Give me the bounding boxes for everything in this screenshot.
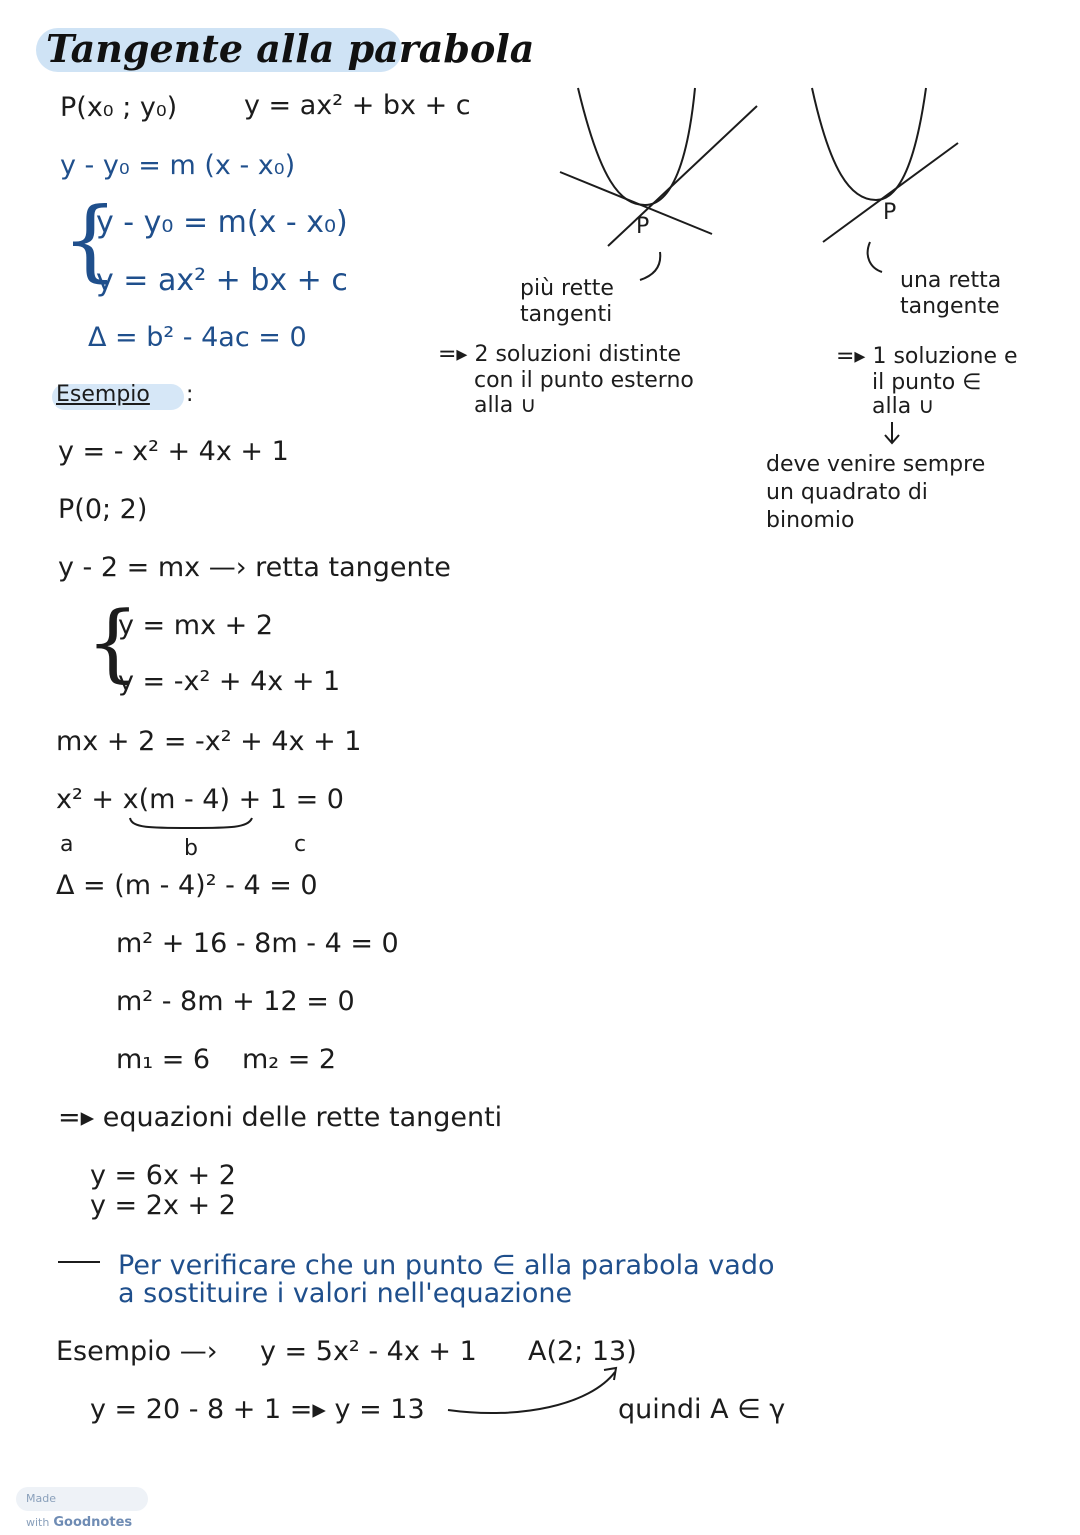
example1-system-line2: y = -x² + 4x + 1 bbox=[118, 666, 341, 697]
example1-coef-c: c bbox=[294, 832, 307, 857]
example1-system-brace: { bbox=[86, 593, 140, 691]
example1-coef-a: a bbox=[60, 832, 74, 857]
example1-conclusion: =▸ equazioni delle rette tangenti bbox=[58, 1102, 503, 1133]
example1-m2: m₂ = 2 bbox=[242, 1044, 337, 1075]
example1-colon: : bbox=[186, 382, 194, 407]
general-point: P(x₀ ; y₀) bbox=[60, 92, 178, 123]
right-caption-line2: tangente bbox=[900, 294, 1000, 319]
example1-label: Esempio bbox=[56, 382, 150, 407]
example1-step2: x² + x(m - 4) + 1 = 0 bbox=[56, 784, 344, 815]
example1-system-line1: y = mx + 2 bbox=[118, 610, 274, 641]
example1-line: y - 2 = mx —› retta tangente bbox=[58, 552, 451, 583]
example1-point: P(0; 2) bbox=[58, 494, 148, 525]
left-caption-line1: più rette bbox=[520, 276, 614, 301]
brace-b bbox=[130, 818, 252, 828]
left-point-label: P bbox=[636, 214, 650, 239]
left-caption-line2: tangenti bbox=[520, 302, 613, 327]
general-system-line2: y = ax² + bx + c bbox=[96, 263, 348, 298]
right-parabola bbox=[812, 88, 926, 200]
example1-step4: m² - 8m + 12 = 0 bbox=[116, 986, 355, 1017]
right-conclusion-line3: binomio bbox=[766, 508, 855, 533]
example2-calc: y = 20 - 8 + 1 =▸ y = 13 bbox=[90, 1394, 425, 1425]
general-tangent-line: y - y₀ = m (x - x₀) bbox=[60, 150, 296, 181]
general-delta: Δ = b² - 4ac = 0 bbox=[88, 322, 307, 353]
verify-note-line1: Per verificare che un punto ∈ alla parabola vado bbox=[118, 1250, 775, 1281]
right-note-line1: =▸ 1 soluzione e bbox=[836, 344, 1018, 369]
left-caption-arrow bbox=[640, 252, 660, 280]
page-title: Tangente alla parabola bbox=[46, 26, 535, 71]
example1-result2: y = 2x + 2 bbox=[90, 1190, 236, 1221]
general-system-line1: y - y₀ = m(x - x₀) bbox=[96, 205, 348, 240]
right-point-label: P bbox=[883, 200, 897, 225]
left-note-line2: con il punto esterno bbox=[474, 368, 694, 393]
example1-m1: m₁ = 6 bbox=[116, 1044, 211, 1075]
example1-result1: y = 6x + 2 bbox=[90, 1160, 236, 1191]
verify-arrow bbox=[448, 1372, 615, 1413]
badge-prefix: Made with bbox=[26, 1492, 56, 1529]
left-note-line1: =▸ 2 soluzioni distinte bbox=[438, 342, 681, 367]
left-note-line3: alla ∪ bbox=[474, 393, 537, 418]
example1-parabola: y = - x² + 4x + 1 bbox=[58, 436, 289, 467]
right-tangent-line bbox=[823, 143, 958, 242]
example2-parabola: y = 5x² - 4x + 1 bbox=[260, 1336, 477, 1367]
example2-point: A(2; 13) bbox=[528, 1336, 637, 1367]
example2-conclusion: quindi A ∈ γ bbox=[618, 1394, 786, 1425]
general-parabola: y = ax² + bx + c bbox=[244, 90, 471, 121]
right-conclusion-line1: deve venire sempre bbox=[766, 452, 986, 477]
verify-note-line2: a sostituire i valori nell'equazione bbox=[118, 1278, 573, 1309]
right-caption-arrow bbox=[868, 242, 882, 272]
example1-delta: Δ = (m - 4)² - 4 = 0 bbox=[56, 870, 318, 901]
example1-coef-b: b bbox=[184, 836, 198, 861]
general-system-brace: { bbox=[62, 188, 118, 291]
badge-brand: Goodnotes bbox=[53, 1515, 133, 1530]
right-conclusion-line2: un quadrato di bbox=[766, 480, 928, 505]
goodnotes-badge bbox=[16, 1487, 148, 1530]
right-caption-line1: una retta bbox=[900, 268, 1002, 293]
right-note-line3: alla ∪ bbox=[872, 394, 935, 419]
example1-step1: mx + 2 = -x² + 4x + 1 bbox=[56, 726, 362, 757]
right-note-line2: il punto ∈ bbox=[872, 370, 982, 395]
example1-step3: m² + 16 - 8m - 4 = 0 bbox=[116, 928, 399, 959]
left-tangent-line-2 bbox=[608, 106, 757, 246]
example2-label: Esempio —› bbox=[56, 1336, 218, 1367]
